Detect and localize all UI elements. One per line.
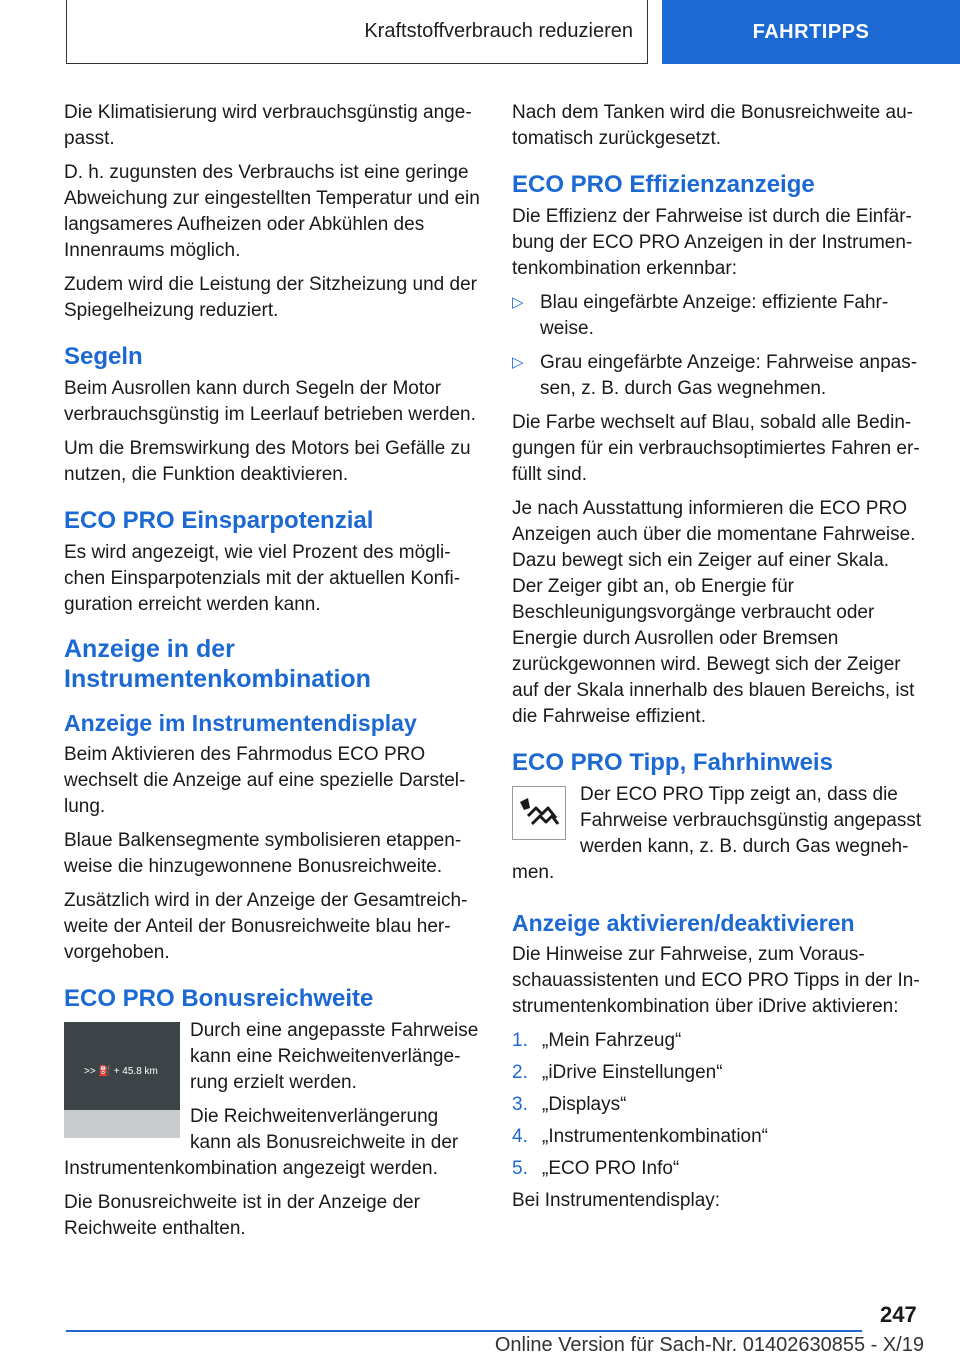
heading-eco-pro-tipp: ECO PRO Tipp, Fahrhinweis	[512, 749, 833, 776]
list-item	[512, 1124, 924, 1150]
heading-segeln: Segeln	[64, 343, 143, 370]
paragraph: Die Klimatisierung wird verbrauchsgünstig angepasst.	[64, 102, 472, 149]
paragraph: Nach dem Tanken wird die Bonusreichweite automatisch zurückgesetzt.	[512, 102, 913, 149]
heading-einsparpotenzial: ECO PRO Einsparpotenzial	[64, 507, 374, 534]
step-text: „Instrumentenkombination“	[542, 1126, 768, 1147]
triangle-right-icon: ▷	[512, 354, 524, 371]
heading-effizienzanzeige: ECO PRO Effizienzanzeige	[512, 171, 815, 198]
bullet-list	[512, 290, 924, 402]
paragraph: Es wird angezeigt, wie viel Prozent des möglichen Einsparpotenzials mit der aktuellen Konfiguration erreicht werden kann.	[64, 542, 461, 615]
bonus-figure	[64, 1018, 480, 1190]
list-item	[512, 1156, 924, 1182]
list-item	[512, 1028, 924, 1054]
heading-anzeige-aktivieren: Anzeige aktivieren/deaktivieren	[512, 910, 855, 936]
paragraph: Zusätzlich wird in der Anzeige der Gesamtreichweite der Anteil der Bonusreichweite blau hervorgehoben.	[64, 890, 468, 963]
step-text: „Displays“	[542, 1094, 627, 1115]
step-text: „ECO PRO Info“	[542, 1158, 680, 1179]
page-number: 247	[880, 1302, 917, 1327]
paragraph: Zudem wird die Leistung der Sitzheizung und der Spiegelheizung reduziert.	[64, 274, 477, 321]
heading-bonusreichweite: ECO PRO Bonusreichweite	[64, 985, 374, 1012]
dashboard-range-image	[64, 1022, 180, 1138]
step-number: 5.	[512, 1158, 528, 1179]
paragraph: Blaue Balkensegmente symbolisieren etappenweise die hinzugewonnene Bonusreichweite.	[64, 830, 462, 877]
paragraph: Die Reichweitenverlängerung kann als Bonusreichweite in der Instrumentenkombination angezeigt werden.	[64, 1106, 459, 1179]
section-title: Kraftstoffverbrauch reduzieren	[364, 20, 633, 42]
footer-divider	[66, 1330, 862, 1332]
steps-list	[512, 1028, 924, 1182]
heading-anzeige-instrumentenkombination: Anzeige in der Instrumentenkombination	[64, 635, 371, 693]
paragraph: Die Hinweise zur Fahrweise, zum Vorausschauassistenten und ECO PRO Tipps in der Instrumentenkombination über iDrive aktivieren:	[512, 944, 920, 1017]
paragraph: Der ECO PRO Tipp zeigt an, dass die Fahrweise verbrauchsgünstig angepasst werden kann, z. B. durch Gas wegnehmen.	[512, 784, 922, 883]
footer-online-version: Online Version für Sach-Nr. 01402630855 - X/19	[494, 1334, 924, 1356]
eco-tip-figure	[512, 782, 924, 894]
paragraph: Beim Aktivieren des Fahrmodus ECO PRO wechselt die Anzeige auf eine spezielle Darstellung.	[64, 744, 466, 817]
list-item	[512, 1060, 924, 1086]
step-number: 2.	[512, 1062, 528, 1083]
list-item	[512, 290, 924, 342]
list-item-text: Grau eingefärbte Anzeige: Fahrweise anpassen, z. B. durch Gas wegnehmen.	[540, 352, 918, 399]
step-number: 1.	[512, 1030, 528, 1051]
paragraph: Die Bonusreichweite ist in der Anzeige der Reichweite enthalten.	[64, 1192, 420, 1239]
left-column	[64, 100, 480, 1250]
step-text: „Mein Fahrzeug“	[542, 1030, 682, 1051]
header-section-title	[66, 0, 648, 64]
triangle-right-icon: ▷	[512, 294, 524, 311]
step-text: „iDrive Einstellungen“	[542, 1062, 723, 1083]
paragraph: D. h. zugunsten des Verbrauchs ist eine geringe Abweichung zur eingestellten Temperatur und ein langsameres Aufheizen oder Abkühlen des Innenraums möglich.	[64, 162, 480, 261]
paragraph: Die Farbe wechselt auf Blau, sobald alle Bedingungen für ein verbrauchsoptimiertes Fahren erfüllt sind.	[512, 412, 920, 485]
paragraph: Um die Bremswirkung des Motors bei Gefälle zu nutzen, die Funktion deaktivieren.	[64, 438, 471, 485]
paragraph: Die Effizienz der Fahrweise ist durch die Einfärbung der ECO PRO Anzeigen in der Instrumentenkombination erkennbar:	[512, 206, 913, 279]
list-item-text: Blau eingefärbte Anzeige: effiziente Fahrweise.	[540, 292, 889, 339]
right-column	[512, 100, 924, 1222]
step-number: 3.	[512, 1094, 528, 1115]
header-chapter-tab[interactable]	[662, 0, 960, 64]
heading-instrumentendisplay: Anzeige im Instrumentendisplay	[64, 710, 417, 736]
paragraph: Beim Ausrollen kann durch Segeln der Motor verbrauchsgünstig im Leerlauf betrieben werden.	[64, 378, 476, 425]
step-number: 4.	[512, 1126, 528, 1147]
pedal-foot-icon	[512, 786, 566, 840]
dashboard-range-readout: >> ⛽ + 45.8 km	[84, 1066, 158, 1077]
paragraph: Durch eine angepasste Fahrweise kann eine Reichweitenverlängerung erzielt werden.	[190, 1020, 479, 1093]
list-item	[512, 1092, 924, 1118]
paragraph: Bei Instrumentendisplay:	[512, 1190, 721, 1211]
paragraph: Je nach Ausstattung informieren die ECO PRO Anzeigen auch über die momentane Fahrweise. Dazu bewegt sich ein Zeiger auf einer Skala. Der Zeiger gibt an, ob Energie für Beschleunigungsvorgänge verbraucht oder Energie durch Ausrollen oder Bremsen zurückgewonnen wird. Bewegt sich der Zeiger auf der Skala innerhalb des blauen Bereichs, ist die Fahrweise effizient.	[512, 498, 916, 727]
list-item	[512, 350, 924, 402]
chapter-title: FAHRTIPPS	[752, 20, 870, 43]
